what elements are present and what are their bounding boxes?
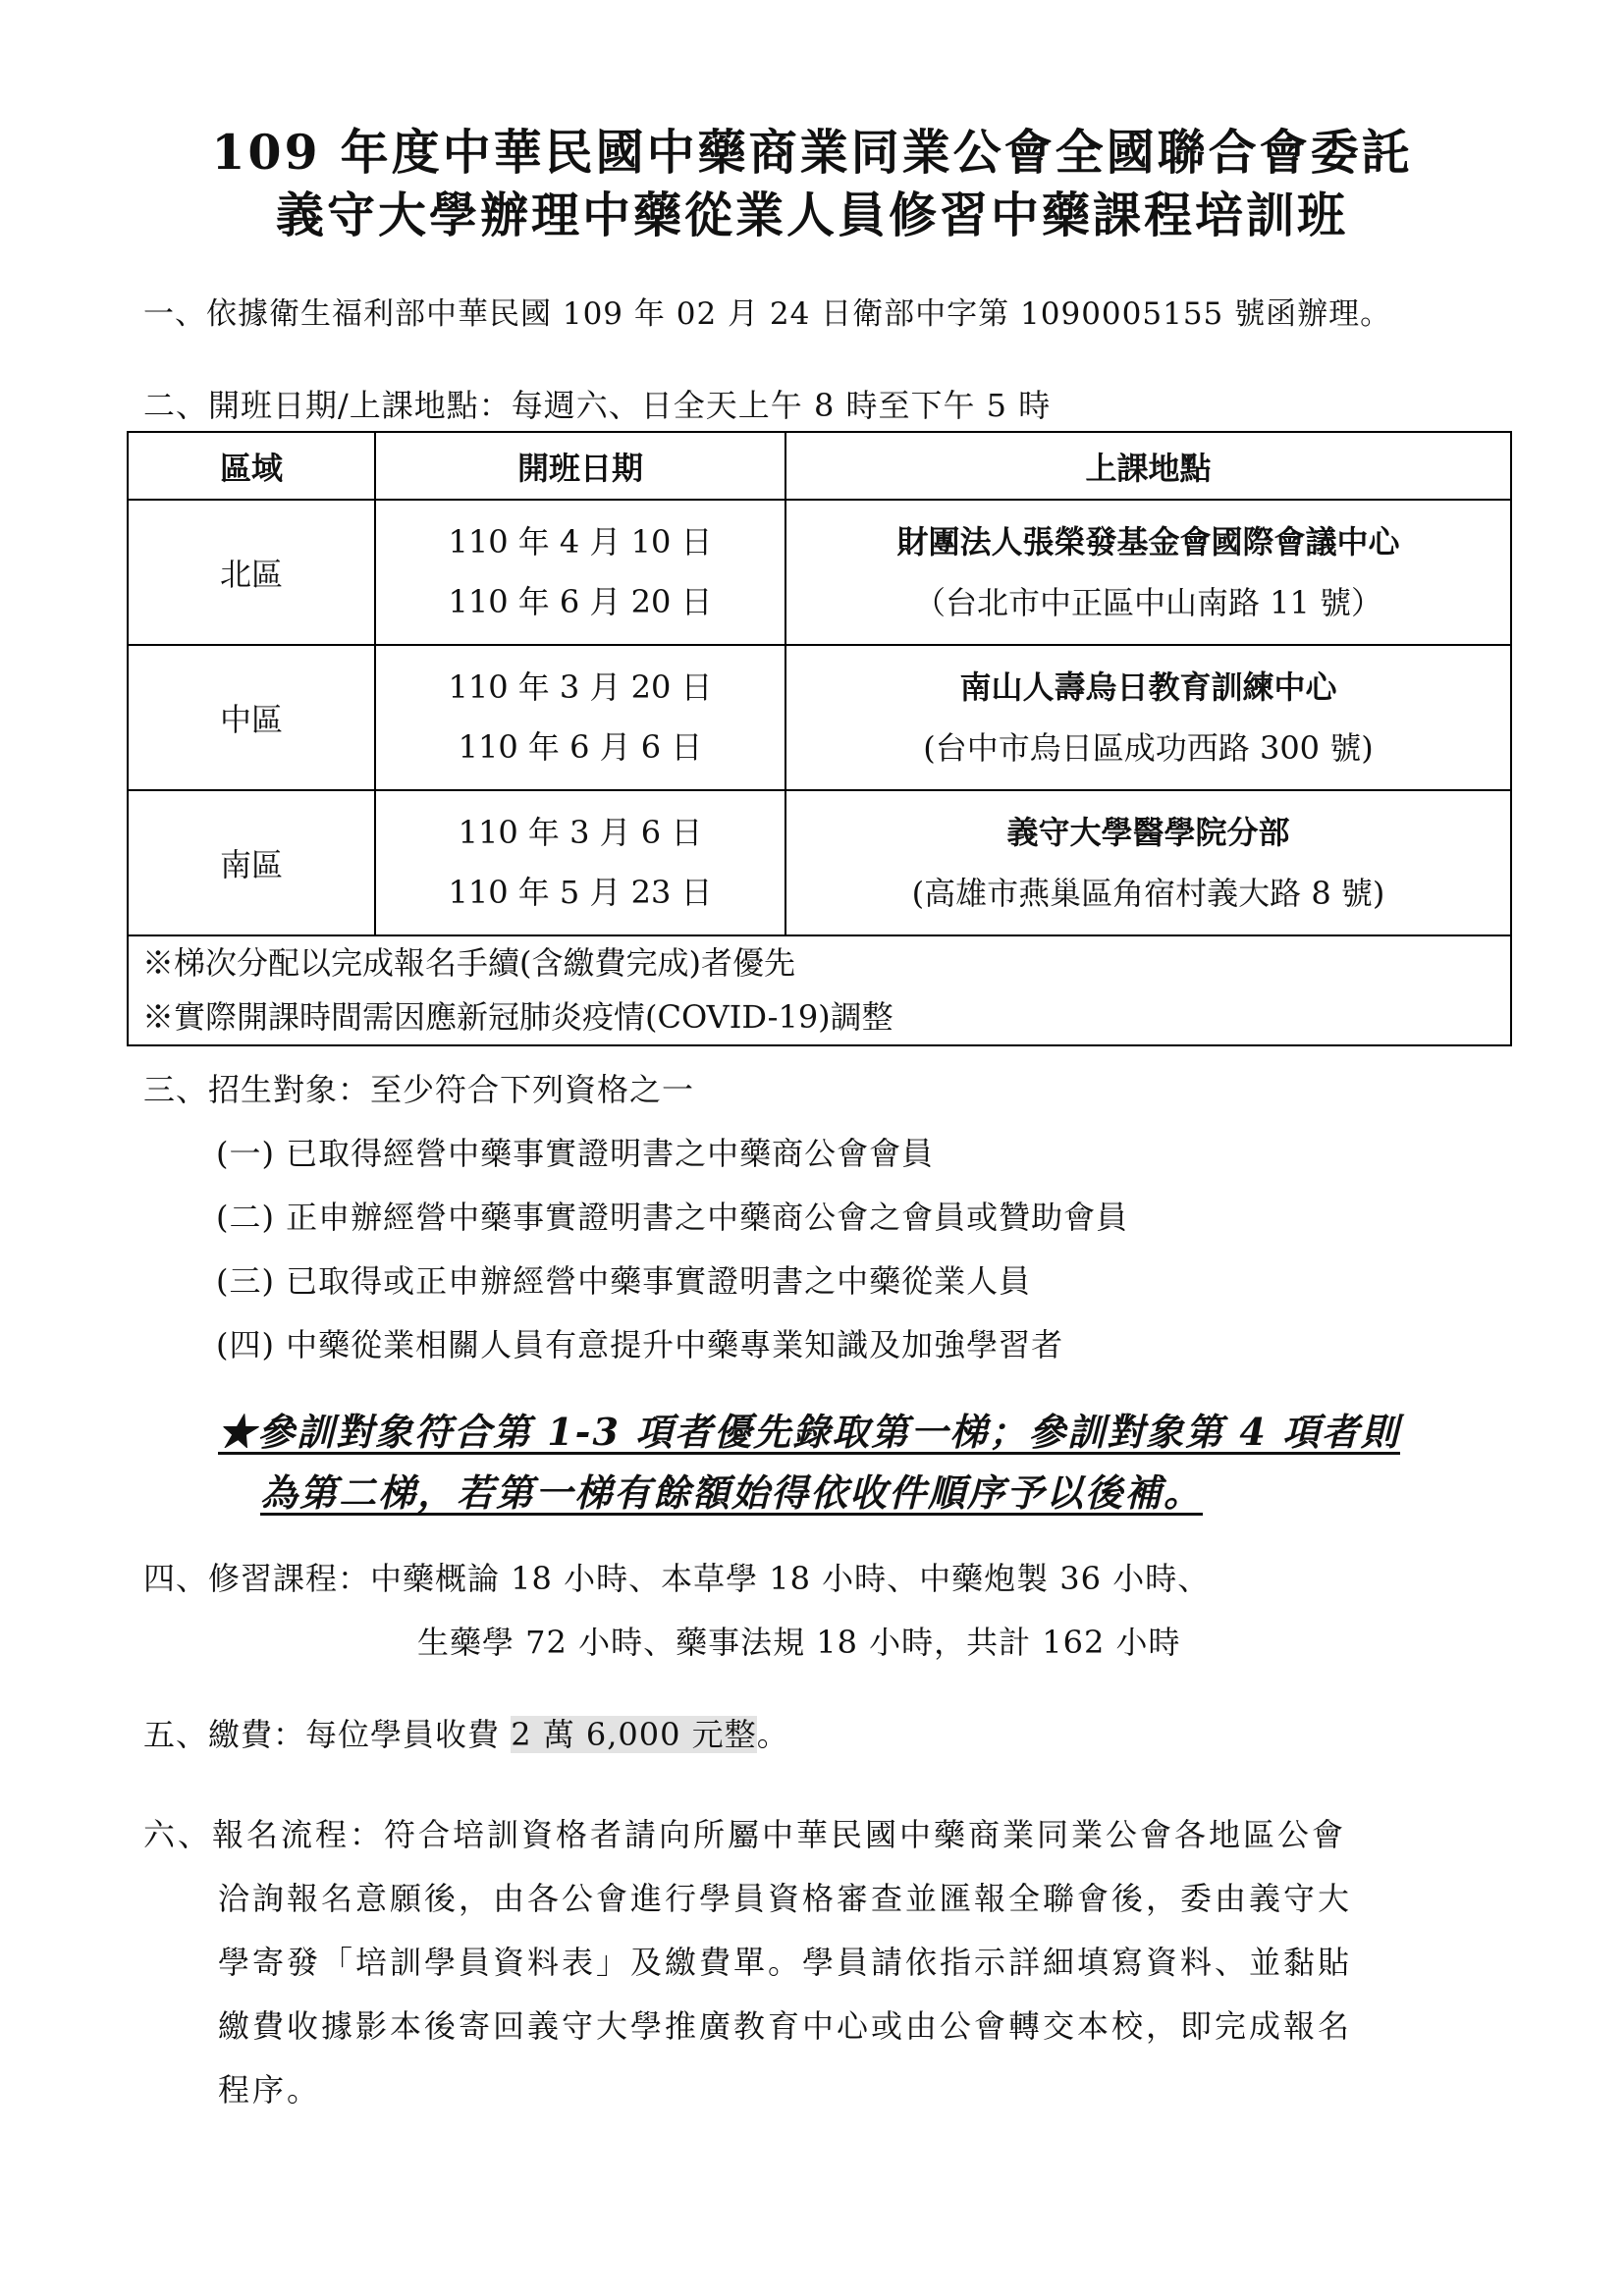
venue-name: 財團法人張榮發基金會國際會議中心 (896, 523, 1400, 561)
venue-address: (高雄市燕巢區角宿村義大路 8 號) (911, 875, 1385, 912)
section4-line1: 四、修習課程：中藥概論 18 小時、本草學 18 小時、中藥炮製 36 小時、 (143, 1560, 1211, 1597)
eligibility-item: (四) 中藥從業相關人員有意提升中藥專業知識及加強學習者 (216, 1326, 1064, 1363)
eligibility-item: (三) 已取得或正申辦經營中藥事實證明書之中藥從業人員 (216, 1262, 1032, 1300)
table-note-row (128, 990, 1511, 1045)
class-date: 110 年 4 月 10 日 (448, 523, 713, 561)
section5-fee (143, 1715, 789, 1754)
class-date: 110 年 3 月 20 日 (448, 668, 713, 706)
section6-line: 六、報名流程：符合培訓資格者請向所屬中華民國中藥商業同業公會各地區公會 (143, 1816, 1347, 1853)
priority-notice-line2: 為第二梯，若第一梯有餘額始得依收件順序予以後補。 (260, 1470, 1204, 1515)
venue-cell (785, 790, 1511, 935)
eligibility-item: (二) 正申辦經營中藥事實證明書之中藥商公會之會員或贊助會員 (216, 1199, 1129, 1236)
header-venue: 上課地點 (785, 432, 1511, 500)
document-title-line1: 109 年度中華民國中藥商業同業公會全國聯合會委託 (211, 124, 1413, 181)
header-region: 區域 (128, 432, 375, 500)
class-date: 110 年 5 月 23 日 (448, 874, 713, 911)
section6-line: 繳費收據影本後寄回義守大學推廣教育中心或由公會轉交本校，即完成報名 (218, 2007, 1353, 2045)
table-header-row (128, 432, 1511, 500)
venue-address: （台北市中正區中山南路 11 號） (913, 584, 1383, 621)
fee-suffix: 。 (756, 1716, 789, 1753)
priority-notice-line1: ★參訓對象符合第 1-3 項者優先錄取第一梯；參訓對象第 4 項者則 (218, 1410, 1401, 1454)
section1-text: 一、依據衛生福利部中華民國 109 年 02 月 24 日衛部中字第 1090005155 號函辦理。 (143, 296, 1392, 332)
table-row (128, 790, 1511, 935)
venue-cell (785, 500, 1511, 645)
section3-heading: 三、招生對象：至少符合下列資格之一 (143, 1071, 695, 1108)
eligibility-item: (一) 已取得經營中藥事實證明書之中藥商公會會員 (216, 1135, 935, 1172)
table-note-row (128, 935, 1511, 990)
class-date: 110 年 3 月 6 日 (458, 814, 703, 851)
table-row (128, 645, 1511, 790)
section6-line: 程序。 (218, 2071, 322, 2109)
table-note-2: ※實際開課時間需因應新冠肺炎疫情(COVID-19)調整 (128, 990, 1511, 1045)
date-cell (375, 790, 785, 935)
date-cell (375, 645, 785, 790)
venue-address: (台中市烏日區成功西路 300 號) (923, 729, 1374, 767)
class-date: 110 年 6 月 20 日 (448, 583, 713, 620)
date-cell (375, 500, 785, 645)
venue-name: 義守大學醫學院分部 (1006, 814, 1290, 851)
region-cell: 南區 (128, 790, 375, 935)
document-title-line2: 義守大學辦理中藥從業人員修習中藥課程培訓班 (275, 187, 1348, 243)
table-row (128, 500, 1511, 645)
venue-cell (785, 645, 1511, 790)
fee-amount: 2 萬 6,000 元整 (511, 1716, 757, 1753)
venue-name: 南山人壽烏日教育訓練中心 (959, 668, 1337, 706)
region-cell: 北區 (128, 500, 375, 645)
section6-line: 洽詢報名意願後，由各公會進行學員資格審查並匯報全聯會後，委由義守大 (218, 1880, 1353, 1917)
section2-heading: 二、開班日期/上課地點：每週六、日全天上午 8 時至下午 5 時 (143, 387, 1052, 424)
header-date: 開班日期 (375, 432, 785, 500)
section4-line2: 生藥學 72 小時、藥事法規 18 小時，共計 162 小時 (417, 1624, 1181, 1661)
table-note-1: ※梯次分配以完成報名手續(含繳費完成)者優先 (128, 935, 1511, 990)
schedule-table (127, 431, 1512, 1046)
region-cell: 中區 (128, 645, 375, 790)
fee-prefix: 五、繳費：每位學員收費 (143, 1716, 512, 1753)
class-date: 110 年 6 月 6 日 (458, 728, 703, 766)
section6-line: 學寄發「培訓學員資料表」及繳費單。學員請依指示詳細填寫資料、並黏貼 (218, 1944, 1353, 1981)
